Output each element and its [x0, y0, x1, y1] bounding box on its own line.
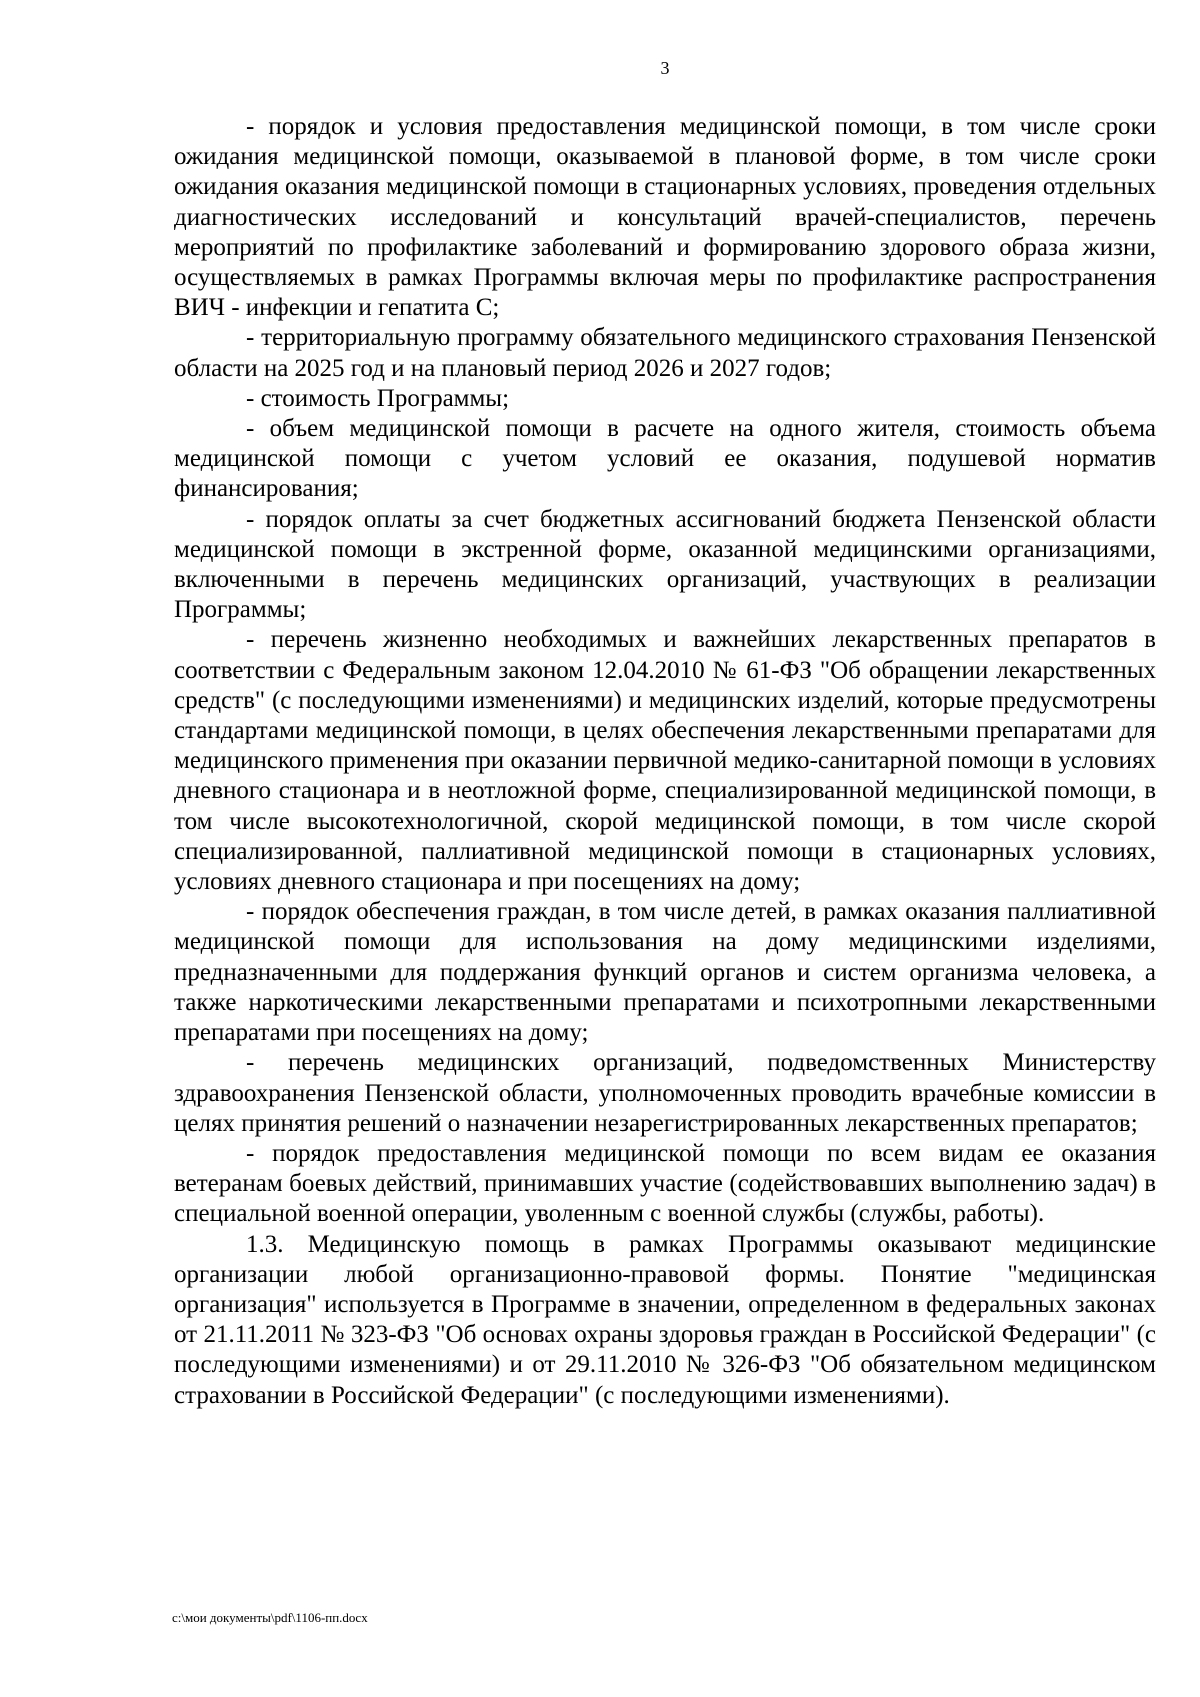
- paragraph-order-conditions: - порядок и условия предоставления медицинской помощи, в том числе сроки ожидания медицинской помощи, оказываемой в плановой форме, в том числе сроки ожидания оказания медицинской помощи в стационарных условиях, проведения отдельных диагностических исследований и консультаций врачей-специалистов, перечень мероприятий по профилактике заболеваний и формированию здорового образа жизни, осуществляемых в рамках Программы включая меры по профилактике распространения ВИЧ - инфекции и гепатита С;: [174, 113, 1156, 322]
- paragraph-territorial-program: - территориальную программу обязательного медицинского страхования Пензенской области на 2025 год и на плановый период 2026 и 2027 годов;: [174, 324, 1156, 382]
- document-body: [174, 112, 1156, 1411]
- footer-file-path: с:\мои документы\pdf\1106-пп.docx: [172, 1610, 368, 1625]
- paragraph-drug-list: - перечень жизненно необходимых и важнейших лекарственных препаратов в соответствии с Федеральным законом 12.04.2010 № 61-ФЗ "Об обращении лекарственных средств" (с последующими изменениями) и медицинских изделий, которые предусмотрены стандартами медицинской помощи, в целях обеспечения лекарственными препаратами для медицинского применения при оказании первичной медико-санитарной помощи в условиях дневного стационара и в неотложной форме, специализированной медицинской помощи, в том числе высокотехнологичной, скорой медицинской помощи, в том числе скорой специализированной, паллиативной медицинской помощи в стационарных условиях, условиях дневного стационара и при посещениях на дому;: [174, 626, 1156, 896]
- paragraph-section-1-3: 1.3. Медицинскую помощь в рамках Программы оказывают медицинские организации любой организационно-правовой формы. Понятие "медицинская организация" используется в Программе в значении, определенном в федеральных законах от 21.11.2011 № 323-ФЗ "Об основах охраны здоровья граждан в Российской Федерации" (с последующими изменениями) и от 29.11.2010 № 326-ФЗ "Об обязательном медицинском страховании в Российской Федерации" (с последующими изменениями).: [174, 1230, 1156, 1409]
- page-number: 3: [660, 58, 670, 78]
- paragraph-program-cost: - стоимость Программы;: [246, 384, 510, 412]
- paragraph-palliative-supply: - порядок обеспечения граждан, в том числе детей, в рамках оказания паллиативной медицинской помощи для использования на дому медицинскими изделиями, предназначенными для поддержания функций органов и систем организма человека, а также наркотическими лекарственными препаратами и психотропными лекарственными препаратами при посещениях на дому;: [174, 898, 1156, 1047]
- paragraph-veterans-care: - порядок предоставления медицинской помощи по всем видам ее оказания ветеранам боевых действий, принимавших участие (содействовавших выполнению задач) в специальной военной операции, уволенным с военной службы (службы, работы).: [174, 1139, 1156, 1228]
- paragraph-payment-order: - порядок оплаты за счет бюджетных ассигнований бюджета Пензенской области медицинской помощи в экстренной форме, оказанной медицинскими организациями, включенными в перечень медицинских организаций, участвующих в реализации Программы;: [174, 505, 1156, 624]
- paragraph-medical-organizations-list: - перечень медицинских организаций, подведомственных Министерству здравоохранения Пензенской области, уполномоченных проводить врачебные комиссии в целях принятия решений о назначении незарегистрированных лекарственных препаратов;: [174, 1049, 1156, 1137]
- paragraph-volume-per-resident: - объем медицинской помощи в расчете на одного жителя, стоимость объема медицинской помощи с учетом условий ее оказания, подушевой норматив финансирования;: [174, 415, 1156, 503]
